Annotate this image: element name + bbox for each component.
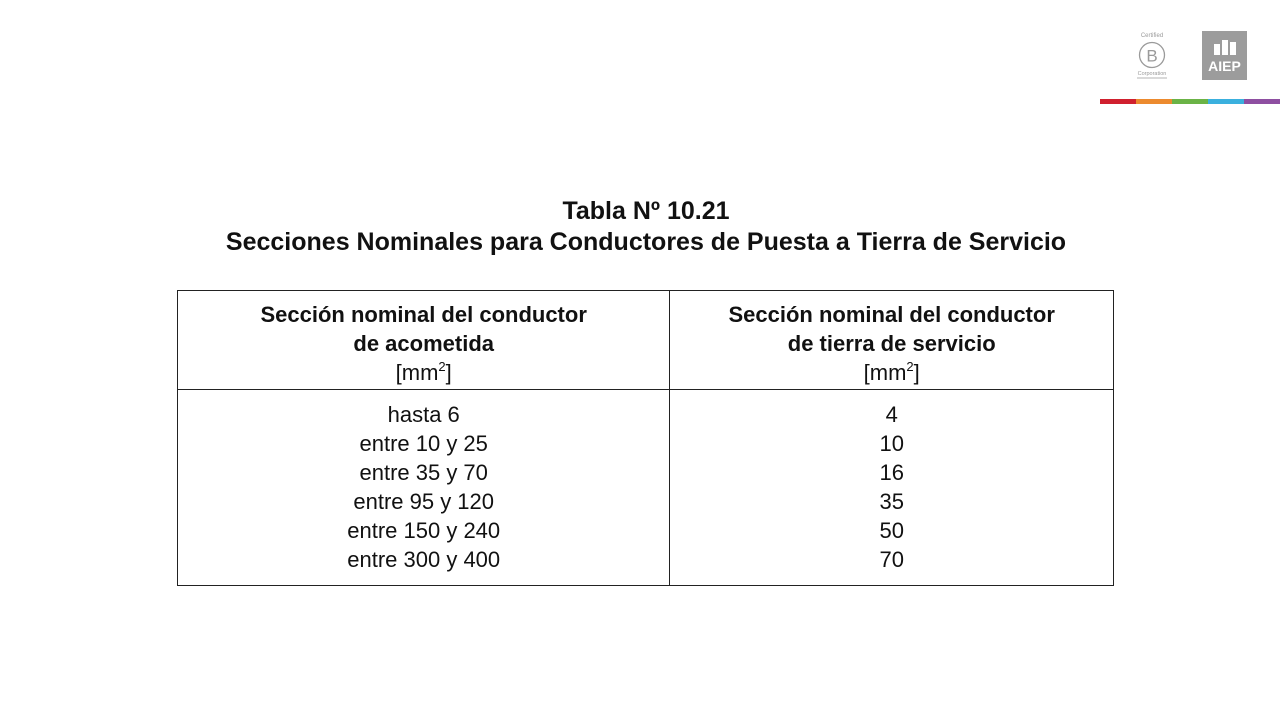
- acometida-value: entre 95 y 120: [353, 489, 495, 514]
- conductor-sections-table: [177, 290, 1114, 586]
- table-caption: Secciones Nominales para Conductores de Puesta a Tierra de Servicio: [225, 228, 1067, 256]
- brand-color-strip: [1100, 99, 1280, 104]
- tierra-value: 4: [885, 402, 898, 427]
- table-body-row: [178, 390, 1114, 586]
- color-segment-blue: [1208, 99, 1244, 104]
- tierra-value: 16: [879, 460, 904, 485]
- aiep-bar-icon: [1230, 42, 1236, 55]
- tierra-values-list: [670, 390, 1113, 574]
- header-acometida-line2: de acometida: [353, 331, 494, 356]
- table-title: [176, 196, 1116, 258]
- acometida-value: entre 35 y 70: [359, 460, 488, 485]
- color-segment-orange: [1136, 99, 1172, 104]
- b-corp-top-text: Certified: [1140, 33, 1164, 39]
- header-acometida-unit: $[mm^2]$: [395, 359, 452, 385]
- tierra-value: 10: [879, 431, 904, 456]
- color-segment-green: [1172, 99, 1208, 104]
- header-acometida: [178, 291, 670, 390]
- acometida-values-cell: [178, 390, 670, 586]
- acometida-value: entre 10 y 25: [359, 431, 488, 456]
- tierra-value: 70: [879, 547, 904, 572]
- b-corp-logo: [1134, 30, 1170, 80]
- tierra-value: 35: [879, 489, 904, 514]
- aiep-logo: [1202, 31, 1247, 80]
- b-corp-bottom-text: Corporation: [1137, 71, 1167, 77]
- tierra-value: 50: [879, 518, 904, 543]
- acometida-values-list: [178, 390, 669, 574]
- header-tierra-unit: $[mm^2]$: [863, 359, 920, 385]
- color-segment-purple: [1244, 99, 1280, 104]
- acometida-value: entre 150 y 240: [347, 518, 501, 543]
- acometida-value: entre 300 y 400: [347, 547, 501, 572]
- header-acometida-line1: Sección nominal del conductor: [260, 302, 587, 327]
- color-segment-red: [1100, 99, 1136, 104]
- aiep-logo-text: AIEP: [1208, 58, 1241, 74]
- aiep-bar-icon: [1214, 44, 1220, 55]
- aiep-bar-icon: [1222, 40, 1228, 55]
- tierra-values-cell: [670, 390, 1114, 586]
- table-header-row: [178, 291, 1114, 390]
- header-tierra-servicio: [670, 291, 1114, 390]
- table-number: Tabla Nº 10.21: [562, 197, 730, 225]
- header-tierra-line2: de tierra de servicio: [787, 331, 996, 356]
- header-tierra-line1: Sección nominal del conductor: [728, 302, 1055, 327]
- b-corp-letter: B: [1146, 46, 1158, 66]
- acometida-value: hasta 6: [387, 402, 460, 427]
